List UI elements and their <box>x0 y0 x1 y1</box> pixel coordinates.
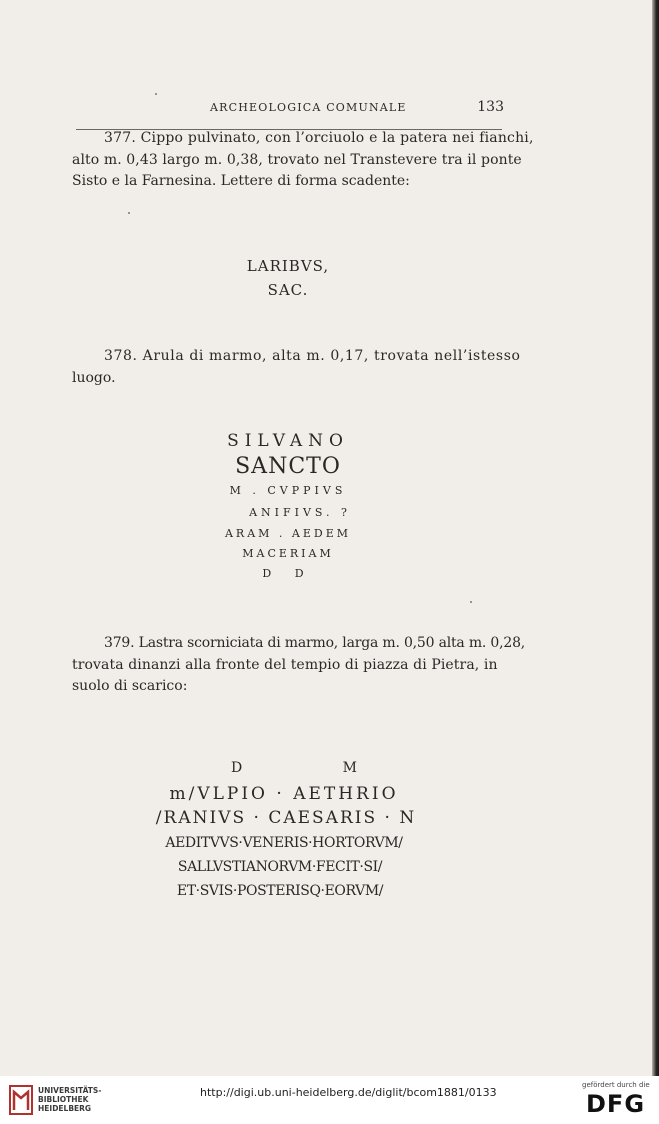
inscription-377-line: LARIBVS, <box>246 257 330 275</box>
library-name <box>38 1086 101 1113</box>
inscription-379-line: SALLVSTIANORVM·FECIT·SI/ <box>177 859 383 875</box>
funded-by-label: gefördert durch die <box>582 1081 650 1089</box>
paper-speck <box>128 212 130 214</box>
inscription-378-line: SANCTO <box>235 454 341 479</box>
page-edge-shadow <box>652 0 659 1076</box>
page-number: 133 <box>477 99 504 115</box>
inscription-379-line: ET·SVIS·POSTERISQ·EORVM/ <box>176 883 384 899</box>
inscription-379-line: /RANIVS · CAESARIS · N <box>155 808 417 828</box>
entry-377-text <box>72 128 534 193</box>
text-line: alto m. 0,43 largo m. 0,38, trovato nel Transtevere tra il ponte <box>72 151 522 168</box>
library-name-line: UNIVERSITÄTS- <box>38 1086 102 1095</box>
inscription-378-line: ANIFIVS. ? <box>249 506 351 519</box>
inscription-379-line: m/VLPIO · AETHRIO <box>169 784 399 804</box>
text-line: trovata dinanzi alla fronte del tempio di piazza di Pietra, in <box>72 656 498 673</box>
entry-378-text <box>72 346 521 389</box>
text-line: 379. Lastra scorniciata di marmo, larga m. 0,50 alta m. 0,28, <box>104 635 526 651</box>
source-url-link[interactable]: http://digi.ub.uni-heidelberg.de/diglit/bcom1881/0133 <box>200 1086 497 1099</box>
paper-speck <box>470 601 472 603</box>
inscription-378-line: MACERIAM <box>242 547 334 560</box>
library-logo-icon <box>8 1084 34 1116</box>
text-line: suolo di scarico: <box>72 678 188 694</box>
entry-379-text <box>72 633 526 698</box>
inscription-379-line: D M <box>230 760 357 776</box>
library-name-line: BIBLIOTHEK <box>38 1095 89 1104</box>
text-line: luogo. <box>72 369 116 386</box>
inscription-378-line: ARAM . AEDEM <box>224 527 351 540</box>
inscription-378-line: SILVANO <box>227 431 349 451</box>
footer-bar <box>0 1076 659 1124</box>
inscription-379-line: AEDITVVS·VENERIS·HORTORVM/ <box>165 835 403 851</box>
running-header <box>72 101 504 121</box>
inscription-378-line: M . CVPPIVS <box>229 484 347 497</box>
paper-speck <box>155 93 157 95</box>
library-name-line: HEIDELBERG <box>38 1104 92 1113</box>
inscription-378-line: D D <box>262 567 314 580</box>
text-line: 378. Arula di marmo, alta m. 0,17, trovata nell’istesso <box>104 348 521 364</box>
running-title: ARCHEOLOGICA COMUNALE <box>210 101 407 114</box>
dfg-logo: DFG <box>586 1090 646 1118</box>
text-line: Sisto e la Farnesina. Lettere di forma scadente: <box>72 173 410 189</box>
inscription-377-line: SAC. <box>267 281 309 299</box>
text-line: 377. Cippo pulvinato, con l’orciuolo e la patera nei fianchi, <box>104 130 534 146</box>
